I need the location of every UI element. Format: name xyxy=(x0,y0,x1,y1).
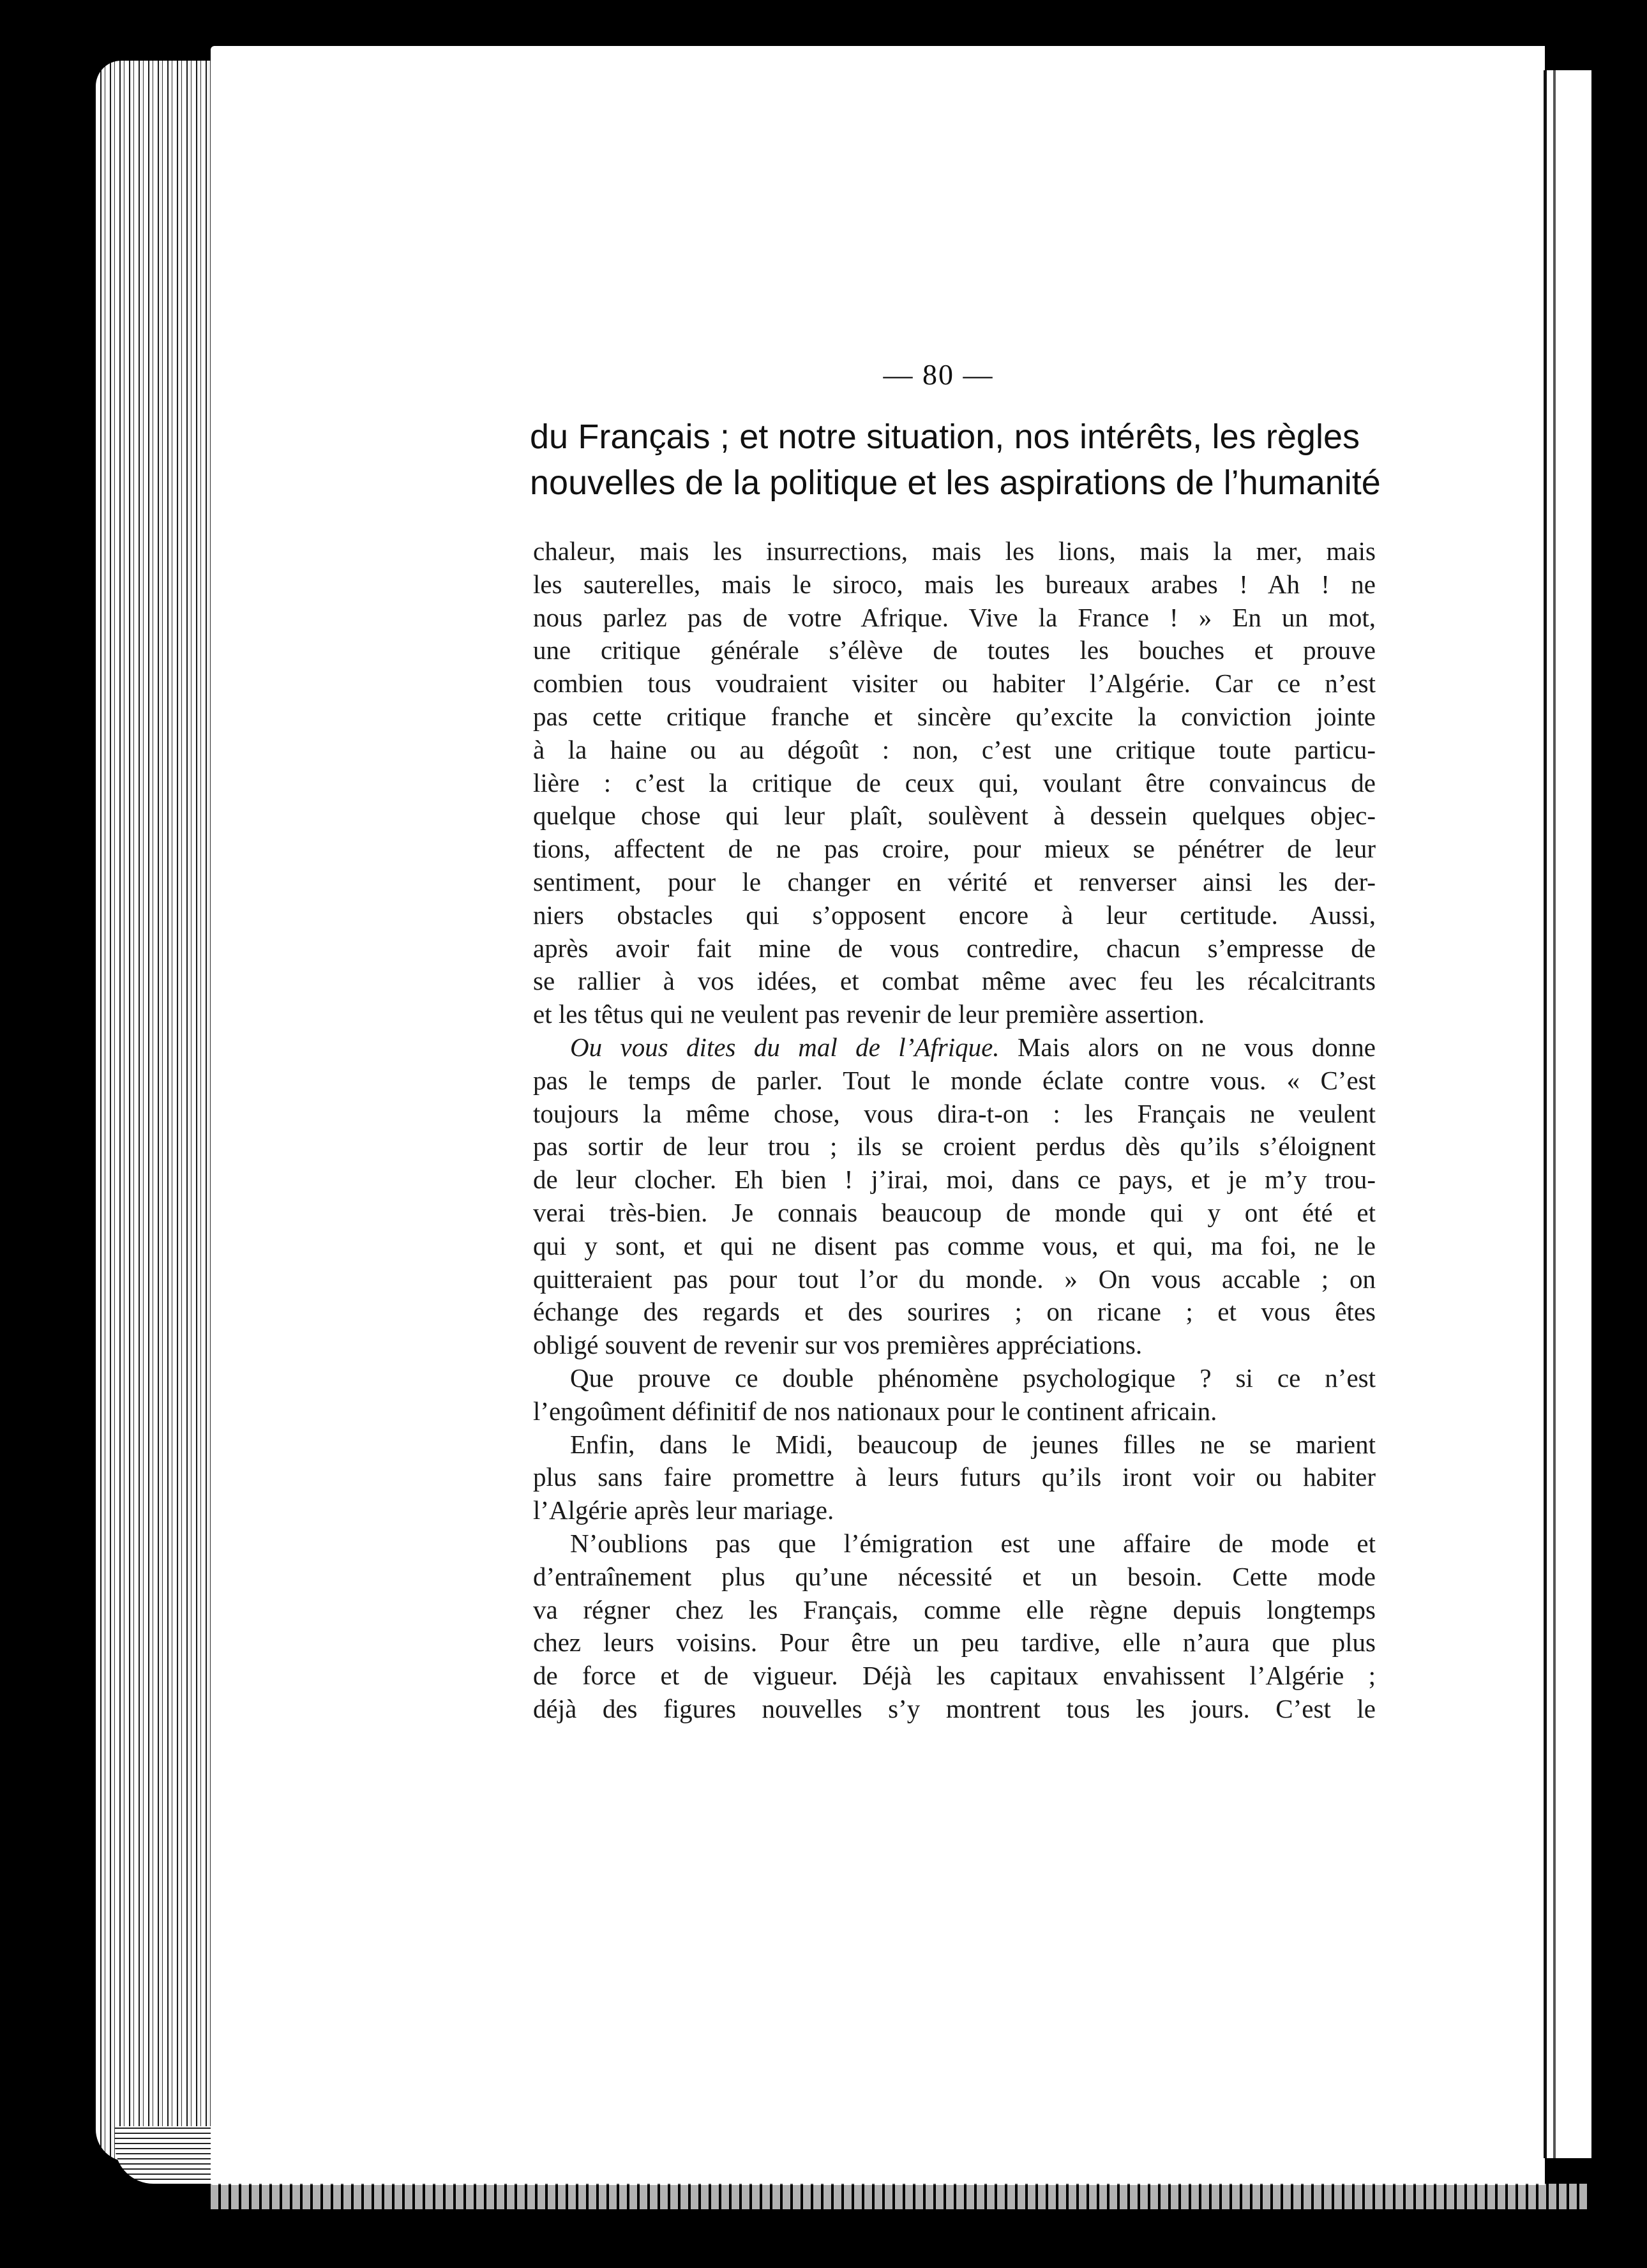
body-line: sentiment, pour le changer en vérité et renverser ainsi les der- xyxy=(533,866,1376,896)
body-line: Que prouve ce double phénomène psychologique ? si ce n’est xyxy=(570,1363,1376,1393)
pasted-heading xyxy=(530,414,1381,506)
facing-page-edge xyxy=(1544,70,1591,2158)
page-number: — 80 — xyxy=(883,358,994,391)
body-line: quelque chose qui leur plaît, soulèvent à dessein quelques objec- xyxy=(533,801,1376,831)
body-line: les sauterelles, mais le siroco, mais les bureaux arabes ! Ah ! ne xyxy=(533,569,1376,599)
body-line: quitteraient pas pour tout l’or du monde. » On vous accable ; on xyxy=(533,1264,1376,1294)
book-page-edges xyxy=(96,61,223,2161)
page-bottom-fringe xyxy=(211,2184,1590,2209)
body-line: chaleur, mais les insurrections, mais les lions, mais la mer, mais xyxy=(533,536,1376,566)
body-line: l’engoûment définitif de nos nationaux pour le continent africain. xyxy=(533,1396,1217,1426)
body-line: Enfin, dans le Midi, beaucoup de jeunes filles ne se marient xyxy=(570,1429,1376,1459)
body-line: combien tous voudraient visiter ou habiter l’Algérie. Car ce n’est xyxy=(533,669,1376,699)
body-line: déjà des figures nouvelles s’y montrent tous les jours. C’est le xyxy=(533,1693,1376,1723)
body-line: niers obstacles qui s’opposent encore à leur certitude. Aussi, xyxy=(533,900,1376,930)
body-line-rest: Mais alors on ne vous donne xyxy=(999,1032,1376,1062)
body-line: verai très-bien. Je connais beaucoup de monde qui y ont été et xyxy=(533,1197,1376,1227)
body-text xyxy=(533,535,1376,1726)
body-line: à la haine ou au dégoût : non, c’est une critique toute particu- xyxy=(533,734,1376,764)
body-line: toujours la même chose, vous dira-t-on : les Français ne veulent xyxy=(533,1098,1376,1128)
body-line: va régner chez les Français, comme elle règne depuis longtemps xyxy=(533,1594,1376,1624)
body-line: plus sans faire promettre à leurs futurs qu’ils iront voir ou habiter xyxy=(533,1462,1376,1492)
body-line xyxy=(533,1031,1376,1064)
body-line: pas sortir de leur trou ; ils se croient perdus dès qu’ils s’éloignent xyxy=(533,1131,1376,1161)
body-line: pas cette critique franche et sincère qu’excite la conviction jointe xyxy=(533,701,1376,731)
body-line: et les têtus qui ne veulent pas revenir de leur première assertion. xyxy=(533,999,1205,1029)
body-line: d’entraînement plus qu’une nécessité et un besoin. Cette mode xyxy=(533,1561,1376,1591)
body-line: après avoir fait mine de vous contredire, chacun s’empresse de xyxy=(533,933,1376,963)
body-line: N’oublions pas que l’émigration est une affaire de mode et xyxy=(570,1528,1376,1558)
italic-phrase: Ou vous dites du mal de l’Afrique. xyxy=(570,1032,1000,1062)
body-line: de leur clocher. Eh bien ! j’irai, moi, dans ce pays, et je m’y trou- xyxy=(533,1165,1376,1195)
body-line: l’Algérie après leur mariage. xyxy=(533,1495,834,1525)
body-line: lière : c’est la critique de ceux qui, voulant être convaincus de xyxy=(533,767,1376,798)
body-line: chez leurs voisins. Pour être un peu tardive, elle n’aura que plus xyxy=(533,1628,1376,1658)
body-line: qui y sont, et qui ne disent pas comme vous, et qui, ma foi, ne le xyxy=(533,1230,1376,1260)
body-line: une critique générale s’élève de toutes les bouches et prouve xyxy=(533,635,1376,665)
body-line: se rallier à vos idées, et combat même avec feu les récalcitrants xyxy=(533,966,1376,996)
body-line: pas le temps de parler. Tout le monde éclate contre vous. « C’est xyxy=(533,1065,1376,1095)
body-line: nous parlez pas de votre Afrique. Vive la France ! » En un mot, xyxy=(533,602,1376,632)
body-line: de force et de vigueur. Déjà les capitaux envahissent l’Algérie ; xyxy=(533,1661,1376,1691)
body-line: échange des regards et des sourires ; on ricane ; et vous êtes xyxy=(533,1297,1376,1327)
body-line: obligé souvent de revenir sur vos premières appréciations. xyxy=(533,1330,1143,1360)
heading-line: nouvelles de la politique et les aspirations de l’humanité xyxy=(530,464,1381,502)
heading-line: du Français ; et notre situation, nos intérêts, les règles xyxy=(530,418,1360,456)
body-line: tions, affectent de ne pas croire, pour mieux se pénétrer de leur xyxy=(533,834,1376,864)
